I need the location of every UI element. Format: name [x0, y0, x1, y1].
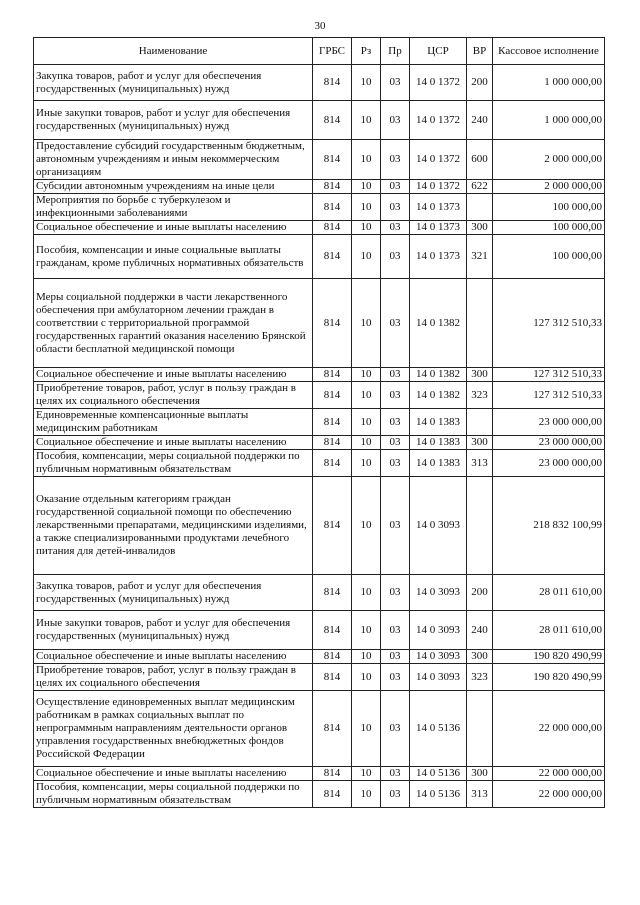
cell-amount: 190 820 490,99 [493, 650, 605, 664]
cell-csr: 14 0 1373 [410, 194, 467, 221]
cell-csr: 14 0 1372 [410, 140, 467, 180]
cell-csr: 14 0 1382 [410, 368, 467, 382]
cell-grbs: 814 [313, 436, 352, 450]
cell-pr: 03 [381, 409, 410, 436]
cell-rz: 10 [352, 101, 381, 140]
cell-grbs: 814 [313, 180, 352, 194]
cell-pr: 03 [381, 65, 410, 101]
table-row [34, 691, 605, 767]
table-row [34, 279, 605, 368]
table-row [34, 575, 605, 611]
cell-vr: 622 [467, 180, 493, 194]
page-number: 30 [314, 20, 326, 32]
cell-amount: 218 832 100,99 [493, 477, 605, 575]
cell-pr: 03 [381, 368, 410, 382]
cell-vr: 300 [467, 767, 493, 781]
cell-rz: 10 [352, 767, 381, 781]
cell-vr: 240 [467, 101, 493, 140]
table-row [34, 409, 605, 436]
cell-pr: 03 [381, 767, 410, 781]
cell-pr: 03 [381, 650, 410, 664]
cell-csr: 14 0 1383 [410, 409, 467, 436]
cell-pr: 03 [381, 279, 410, 368]
header-grbs: ГРБС [313, 38, 352, 65]
cell-grbs: 814 [313, 194, 352, 221]
cell-grbs: 814 [313, 368, 352, 382]
cell-rz: 10 [352, 279, 381, 368]
cell-amount: 23 000 000,00 [493, 450, 605, 477]
table-row [34, 368, 605, 382]
cell-name: Осуществление единовременных выплат медицинским работникам в рамках социальных выплат по непрограммным направлениям деятельности органов управления государственных внебюджетных фондов Российской Федерации [34, 691, 313, 767]
cell-amount: 2 000 000,00 [493, 180, 605, 194]
cell-csr: 14 0 1382 [410, 382, 467, 409]
cell-csr: 14 0 5136 [410, 691, 467, 767]
cell-vr: 200 [467, 575, 493, 611]
cell-csr: 14 0 3093 [410, 650, 467, 664]
cell-csr: 14 0 3093 [410, 664, 467, 691]
cell-vr: 240 [467, 611, 493, 650]
cell-amount: 1 000 000,00 [493, 101, 605, 140]
cell-csr: 14 0 1373 [410, 235, 467, 279]
cell-vr: 300 [467, 221, 493, 235]
cell-amount: 190 820 490,99 [493, 664, 605, 691]
table-row [34, 140, 605, 180]
cell-amount: 23 000 000,00 [493, 436, 605, 450]
cell-grbs: 814 [313, 767, 352, 781]
cell-vr: 321 [467, 235, 493, 279]
cell-vr [467, 477, 493, 575]
cell-rz: 10 [352, 140, 381, 180]
cell-csr: 14 0 1372 [410, 180, 467, 194]
cell-pr: 03 [381, 235, 410, 279]
cell-rz: 10 [352, 368, 381, 382]
cell-pr: 03 [381, 101, 410, 140]
table-row [34, 235, 605, 279]
cell-name: Социальное обеспечение и иные выплаты населению [34, 436, 313, 450]
cell-amount: 23 000 000,00 [493, 409, 605, 436]
cell-pr: 03 [381, 691, 410, 767]
cell-rz: 10 [352, 180, 381, 194]
cell-vr: 313 [467, 450, 493, 477]
cell-name: Приобретение товаров, работ, услуг в пользу граждан в целях их социального обеспечения [34, 382, 313, 409]
cell-grbs: 814 [313, 575, 352, 611]
cell-pr: 03 [381, 382, 410, 409]
cell-name: Меры социальной поддержки в части лекарственного обеспечения при амбулаторном лечении граждан в соответствии с территориальной программой государственных гарантий оказания населению Брянской области бесплатной медицинской помощи [34, 279, 313, 368]
table-row [34, 65, 605, 101]
table-row [34, 450, 605, 477]
cell-vr [467, 279, 493, 368]
table-row [34, 194, 605, 221]
cell-csr: 14 0 1372 [410, 101, 467, 140]
cell-csr: 14 0 3093 [410, 611, 467, 650]
cell-grbs: 814 [313, 101, 352, 140]
cell-name: Пособия, компенсации, меры социальной поддержки по публичным нормативным обязательствам [34, 450, 313, 477]
cell-grbs: 814 [313, 140, 352, 180]
cell-amount: 100 000,00 [493, 235, 605, 279]
cell-amount: 28 011 610,00 [493, 611, 605, 650]
cell-rz: 10 [352, 781, 381, 808]
cell-pr: 03 [381, 194, 410, 221]
cell-csr: 14 0 1372 [410, 65, 467, 101]
cell-rz: 10 [352, 194, 381, 221]
table-row [34, 767, 605, 781]
cell-csr: 14 0 1373 [410, 221, 467, 235]
cell-name: Иные закупки товаров, работ и услуг для обеспечения государственных (муниципальных) нужд [34, 611, 313, 650]
cell-amount: 22 000 000,00 [493, 691, 605, 767]
cell-rz: 10 [352, 382, 381, 409]
table-row [34, 436, 605, 450]
cell-pr: 03 [381, 221, 410, 235]
table-header [34, 38, 605, 65]
table-row [34, 650, 605, 664]
table-row [34, 781, 605, 808]
cell-pr: 03 [381, 575, 410, 611]
cell-pr: 03 [381, 450, 410, 477]
table-row [34, 664, 605, 691]
cell-grbs: 814 [313, 781, 352, 808]
cell-grbs: 814 [313, 279, 352, 368]
cell-name: Единовременные компенсационные выплаты медицинским работникам [34, 409, 313, 436]
cell-vr: 313 [467, 781, 493, 808]
cell-pr: 03 [381, 611, 410, 650]
cell-amount: 100 000,00 [493, 221, 605, 235]
table-body [34, 65, 605, 808]
cell-vr: 323 [467, 664, 493, 691]
cell-grbs: 814 [313, 409, 352, 436]
cell-name: Иные закупки товаров, работ и услуг для обеспечения государственных (муниципальных) нужд [34, 101, 313, 140]
cell-vr: 323 [467, 382, 493, 409]
cell-csr: 14 0 3093 [410, 575, 467, 611]
cell-rz: 10 [352, 611, 381, 650]
cell-name: Закупка товаров, работ и услуг для обеспечения государственных (муниципальных) нужд [34, 575, 313, 611]
cell-grbs: 814 [313, 221, 352, 235]
cell-vr: 300 [467, 436, 493, 450]
table-row [34, 221, 605, 235]
cell-name: Социальное обеспечение и иные выплаты населению [34, 368, 313, 382]
cell-vr [467, 409, 493, 436]
cell-rz: 10 [352, 409, 381, 436]
cell-pr: 03 [381, 664, 410, 691]
table-row [34, 382, 605, 409]
cell-rz: 10 [352, 650, 381, 664]
cell-csr: 14 0 1383 [410, 436, 467, 450]
cell-amount: 2 000 000,00 [493, 140, 605, 180]
cell-amount: 1 000 000,00 [493, 65, 605, 101]
cell-rz: 10 [352, 450, 381, 477]
cell-grbs: 814 [313, 691, 352, 767]
cell-rz: 10 [352, 65, 381, 101]
cell-rz: 10 [352, 221, 381, 235]
cell-grbs: 814 [313, 450, 352, 477]
cell-grbs: 814 [313, 477, 352, 575]
header-amount: Кассовое исполнение [493, 38, 605, 65]
cell-pr: 03 [381, 436, 410, 450]
cell-csr: 14 0 5136 [410, 767, 467, 781]
cell-pr: 03 [381, 140, 410, 180]
table-row [34, 180, 605, 194]
cell-pr: 03 [381, 781, 410, 808]
cell-csr: 14 0 1382 [410, 279, 467, 368]
cell-vr: 600 [467, 140, 493, 180]
cell-amount: 127 312 510,33 [493, 368, 605, 382]
header-row [34, 38, 605, 65]
cell-grbs: 814 [313, 235, 352, 279]
cell-vr: 300 [467, 650, 493, 664]
cell-amount: 100 000,00 [493, 194, 605, 221]
cell-rz: 10 [352, 477, 381, 575]
cell-vr: 300 [467, 368, 493, 382]
table-row [34, 477, 605, 575]
cell-rz: 10 [352, 436, 381, 450]
cell-pr: 03 [381, 477, 410, 575]
cell-grbs: 814 [313, 65, 352, 101]
header-name: Наименование [34, 38, 313, 65]
cell-grbs: 814 [313, 382, 352, 409]
header-rz: Рз [352, 38, 381, 65]
cell-name: Социальное обеспечение и иные выплаты населению [34, 221, 313, 235]
cell-rz: 10 [352, 235, 381, 279]
cell-name: Предоставление субсидий государственным бюджетным, автономным учреждениям и иным некоммерческим организациям [34, 140, 313, 180]
cell-name: Социальное обеспечение и иные выплаты населению [34, 650, 313, 664]
budget-execution-table [33, 37, 605, 808]
header-pr: Пр [381, 38, 410, 65]
cell-rz: 10 [352, 664, 381, 691]
cell-rz: 10 [352, 691, 381, 767]
table-row [34, 101, 605, 140]
header-vr: ВР [467, 38, 493, 65]
cell-vr [467, 691, 493, 767]
cell-amount: 22 000 000,00 [493, 781, 605, 808]
cell-grbs: 814 [313, 650, 352, 664]
cell-name: Приобретение товаров, работ, услуг в пользу граждан в целях их социального обеспечения [34, 664, 313, 691]
cell-grbs: 814 [313, 611, 352, 650]
cell-rz: 10 [352, 575, 381, 611]
cell-amount: 127 312 510,33 [493, 382, 605, 409]
header-csr: ЦСР [410, 38, 467, 65]
table-row [34, 611, 605, 650]
cell-name: Субсидии автономным учреждениям на иные цели [34, 180, 313, 194]
cell-grbs: 814 [313, 664, 352, 691]
cell-name: Социальное обеспечение и иные выплаты населению [34, 767, 313, 781]
cell-name: Оказание отдельным категориям граждан государственной социальной помощи по обеспечению лекарственными препаратами, медицинскими изделиями, а также специализированными продуктами лечебного питания для детей-инвалидов [34, 477, 313, 575]
cell-csr: 14 0 3093 [410, 477, 467, 575]
cell-csr: 14 0 5136 [410, 781, 467, 808]
cell-csr: 14 0 1383 [410, 450, 467, 477]
cell-amount: 22 000 000,00 [493, 767, 605, 781]
cell-name: Пособия, компенсации, меры социальной поддержки по публичным нормативным обязательствам [34, 781, 313, 808]
cell-amount: 127 312 510,33 [493, 279, 605, 368]
cell-name: Мероприятия по борьбе с туберкулезом и инфекционными заболеваниями [34, 194, 313, 221]
cell-pr: 03 [381, 180, 410, 194]
cell-vr: 200 [467, 65, 493, 101]
cell-name: Закупка товаров, работ и услуг для обеспечения государственных (муниципальных) нужд [34, 65, 313, 101]
cell-name: Пособия, компенсации и иные социальные выплаты гражданам, кроме публичных нормативных обязательств [34, 235, 313, 279]
cell-vr [467, 194, 493, 221]
cell-amount: 28 011 610,00 [493, 575, 605, 611]
